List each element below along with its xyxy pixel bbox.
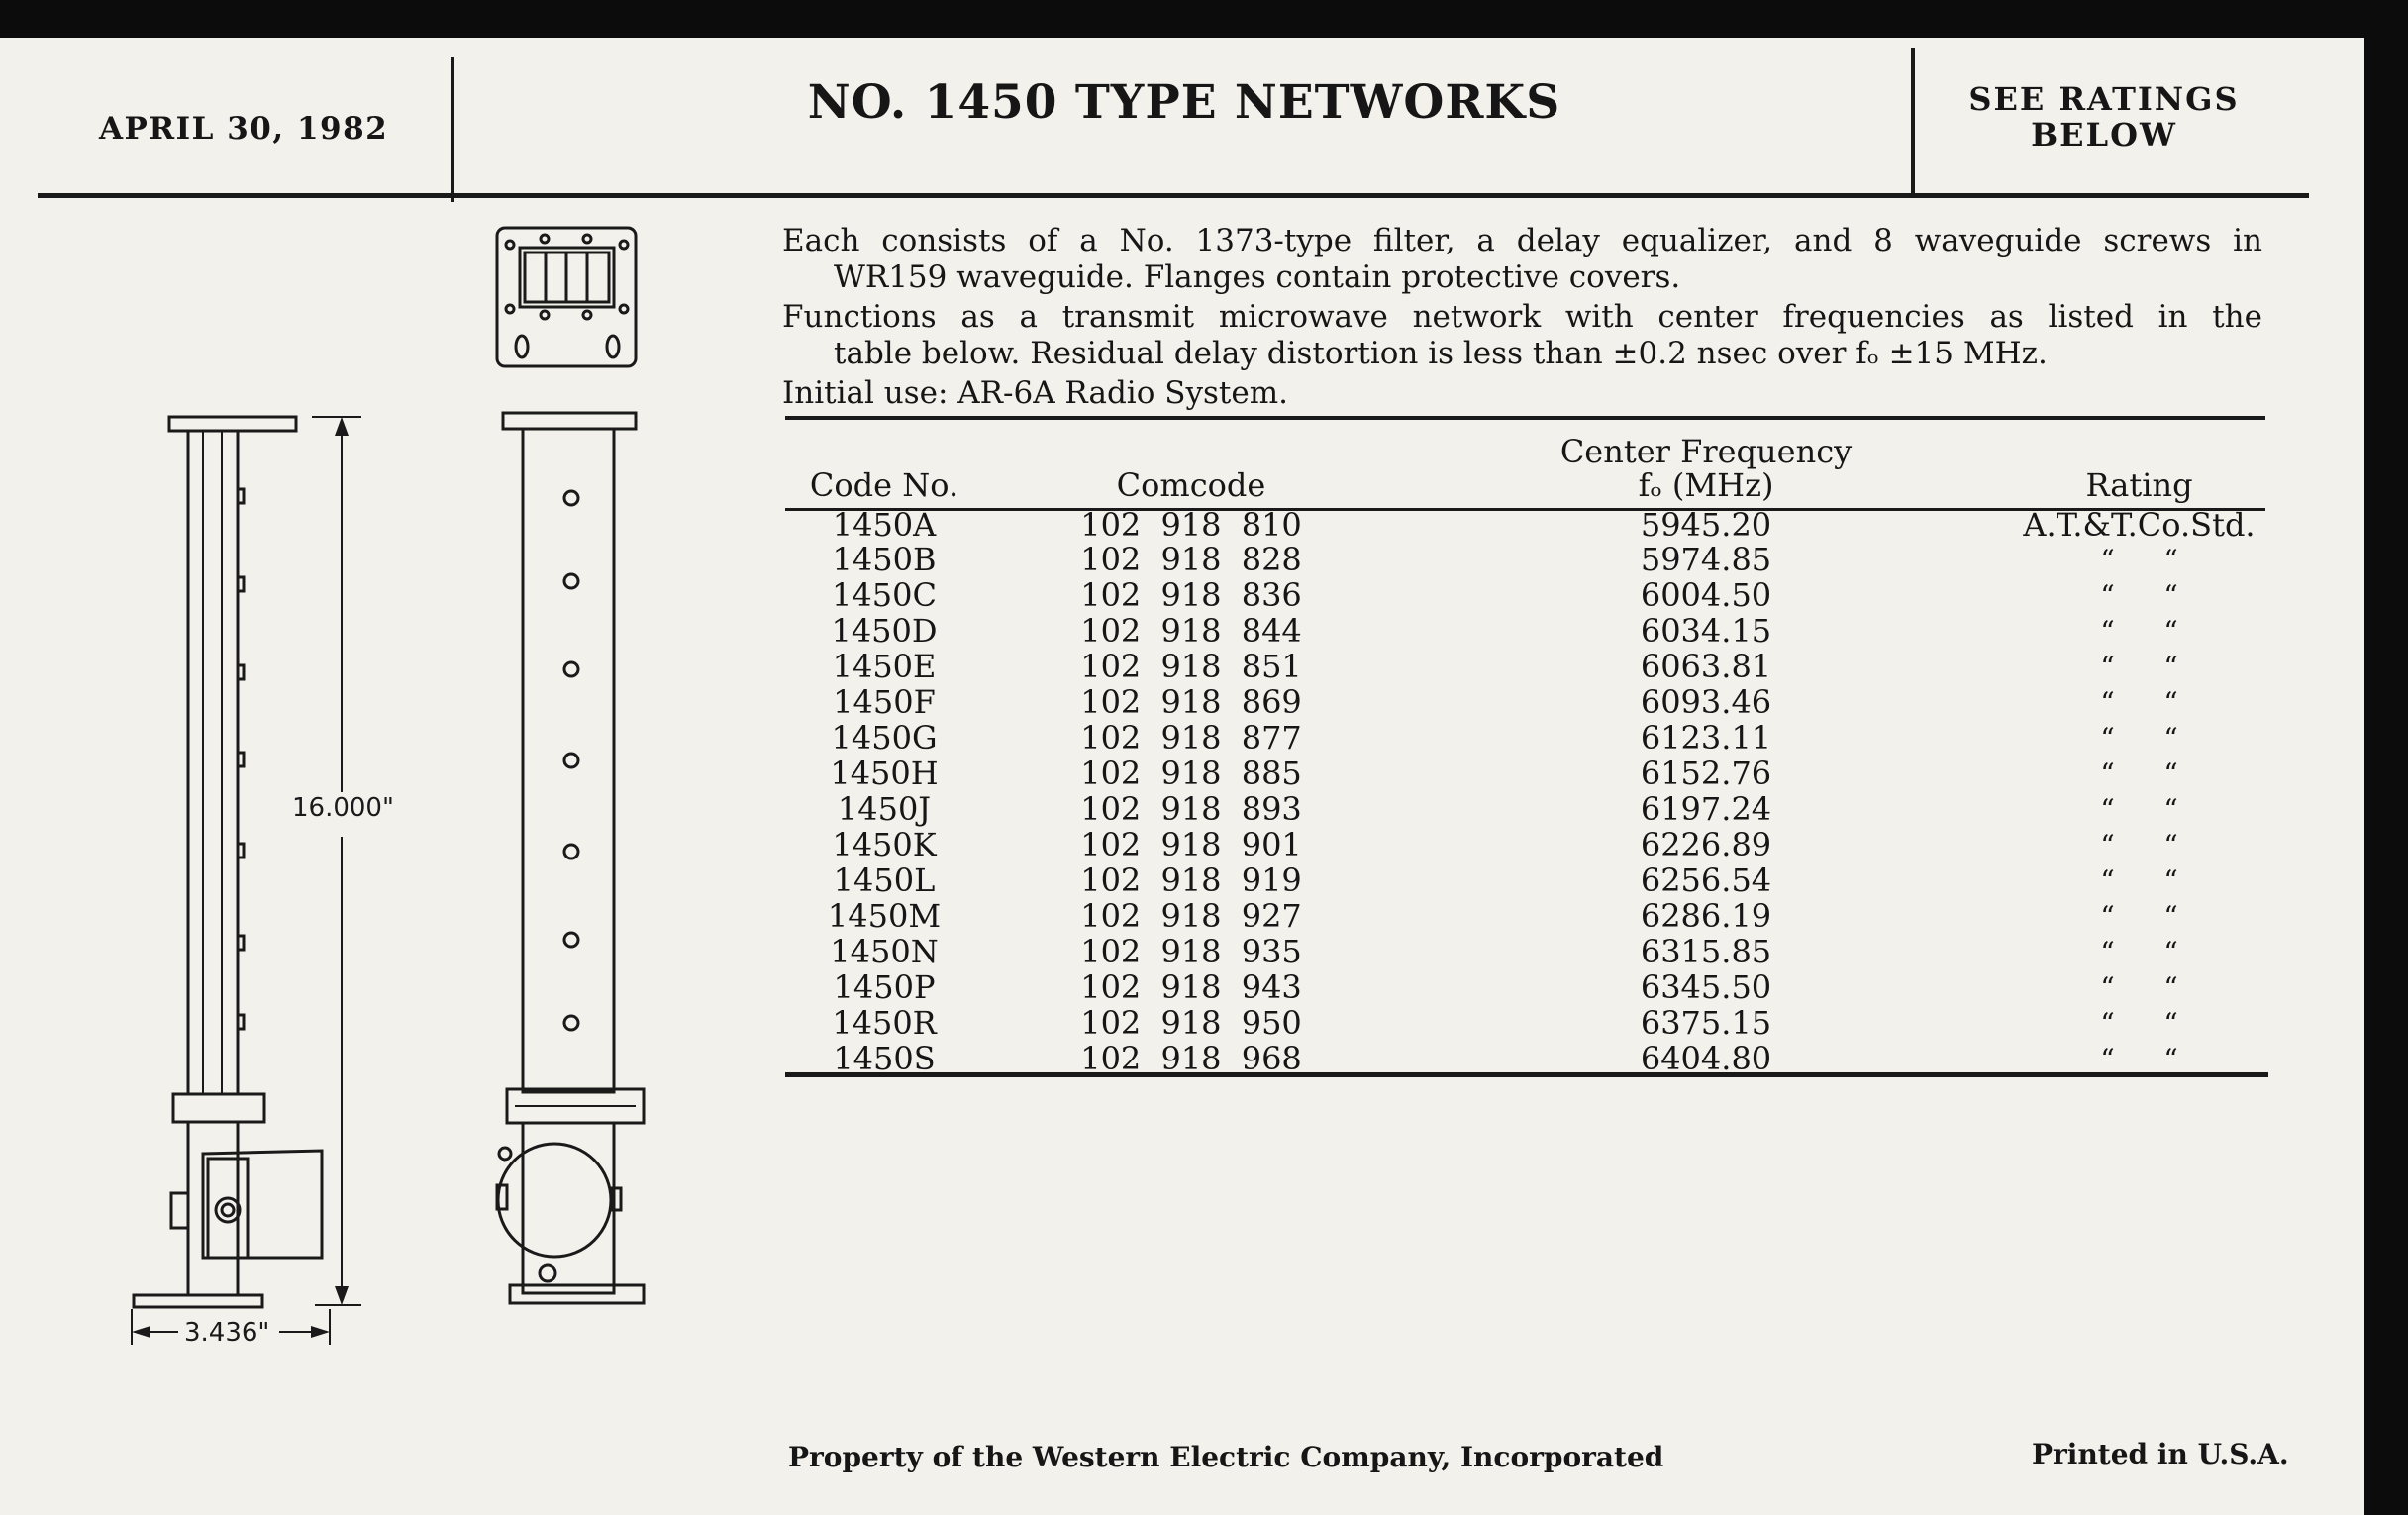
header-comcode: Comcode	[1116, 466, 1266, 504]
front-screw	[564, 574, 578, 588]
cell-comcode: 102 918 869	[1080, 683, 1302, 721]
footer-printed-in: Printed in U.S.A.	[2032, 1438, 2289, 1470]
cell-comcode: 102 918 828	[1080, 541, 1302, 578]
front-view	[497, 228, 644, 1303]
cell-code: 1450F	[833, 683, 936, 721]
cell-code: 1450B	[832, 541, 937, 578]
cell-comcode: 102 918 851	[1080, 648, 1302, 685]
cell-comcode: 102 918 927	[1080, 897, 1302, 935]
header-freq-line1: Center Frequency	[1559, 433, 1853, 470]
cell-code: 1450N	[830, 933, 939, 970]
side-waveguide-body	[188, 431, 238, 1094]
cell-code: 1450A	[832, 506, 937, 544]
side-screw	[238, 489, 244, 503]
see-ratings-line2: BELOW	[2031, 116, 2177, 153]
cell-frequency: 6404.80	[1640, 1040, 1772, 1077]
cell-frequency: 5974.85	[1640, 541, 1772, 578]
cell-comcode: 102 918 943	[1080, 968, 1302, 1006]
description-p1-line2: WR159 waveguide. Flanges contain protective covers.	[834, 259, 1681, 295]
header-code: Code No.	[809, 466, 959, 504]
cell-frequency: 6152.76	[1640, 755, 1772, 792]
front-screw	[564, 754, 578, 767]
ditto-mark: “ “	[2100, 544, 2178, 576]
cell-code: 1450M	[827, 897, 942, 935]
ditto-mark: “ “	[2100, 864, 2178, 897]
ditto-mark: “ “	[2100, 971, 2178, 1004]
side-view	[134, 417, 322, 1307]
ditto-mark: “ “	[2100, 1043, 2178, 1075]
side-equalizer-housing	[203, 1151, 322, 1258]
side-top-flange	[169, 417, 296, 431]
side-equalizer-nut	[216, 1198, 240, 1222]
cell-comcode: 102 918 810	[1080, 506, 1302, 544]
cell-code: 1450L	[833, 861, 936, 899]
cell-rating: A.T.&T.Co.Std.	[2023, 506, 2256, 544]
cell-frequency: 6256.54	[1640, 861, 1772, 899]
cell-comcode: 102 918 893	[1080, 790, 1302, 828]
cell-comcode: 102 918 901	[1080, 826, 1302, 863]
cell-frequency: 6226.89	[1640, 826, 1772, 863]
cell-frequency: 6063.81	[1640, 648, 1772, 685]
cell-code: 1450G	[831, 719, 938, 757]
front-screw	[564, 845, 578, 858]
header-freq-line2: fₒ (MHz)	[1638, 466, 1774, 504]
cell-code: 1450R	[832, 1004, 937, 1042]
ditto-mark: “ “	[2100, 1007, 2178, 1040]
cell-frequency: 5945.20	[1640, 506, 1772, 544]
cell-code: 1450P	[833, 968, 936, 1006]
width-dimension-label: 3.436"	[184, 1318, 270, 1348]
cell-frequency: 6375.15	[1640, 1004, 1772, 1042]
cell-comcode: 102 918 885	[1080, 755, 1302, 792]
cell-frequency: 6315.85	[1640, 933, 1772, 970]
ditto-mark: “ “	[2100, 686, 2178, 719]
page-title: NO. 1450 TYPE NETWORKS	[807, 75, 1561, 130]
height-dimension	[312, 417, 361, 1305]
cell-code: 1450S	[833, 1040, 936, 1077]
ditto-mark: “ “	[2100, 758, 2178, 790]
cell-code: 1450E	[832, 648, 937, 685]
side-screw	[238, 844, 244, 858]
front-waveguide-body	[523, 429, 614, 1092]
cell-comcode: 102 918 935	[1080, 933, 1302, 970]
side-screw	[238, 577, 244, 591]
ditto-mark: “ “	[2100, 579, 2178, 612]
cell-code: 1450H	[830, 755, 939, 792]
cell-comcode: 102 918 877	[1080, 719, 1302, 757]
description-p3: Initial use: AR-6A Radio System.	[782, 375, 1288, 411]
front-top-flange	[503, 413, 636, 429]
cell-comcode: 102 918 968	[1080, 1040, 1302, 1077]
delay-equalizer-can	[498, 1144, 611, 1257]
front-screw	[564, 1016, 578, 1030]
ditto-mark: “ “	[2100, 936, 2178, 968]
cell-frequency: 6197.24	[1640, 790, 1772, 828]
ditto-mark: “ “	[2100, 900, 2178, 933]
description-p1-line1: Each consists of a No. 1373-type filter, a delay equalizer, and 8 waveguide screws in	[782, 223, 2262, 258]
cell-frequency: 6123.11	[1640, 719, 1772, 757]
cell-frequency: 6004.50	[1640, 576, 1772, 614]
ditto-mark: “ “	[2100, 829, 2178, 861]
cell-frequency: 6345.50	[1640, 968, 1772, 1006]
cell-code: 1450C	[832, 576, 937, 614]
ditto-mark: “ “	[2100, 793, 2178, 826]
cell-comcode: 102 918 844	[1080, 612, 1302, 650]
side-screw	[238, 1015, 244, 1029]
side-screw	[238, 936, 244, 950]
cell-comcode: 102 918 950	[1080, 1004, 1302, 1042]
cell-frequency: 6034.15	[1640, 612, 1772, 650]
cell-code: 1450J	[837, 790, 932, 828]
side-mid-flange	[173, 1094, 264, 1122]
cell-comcode: 102 918 836	[1080, 576, 1302, 614]
date-label: APRIL 30, 1982	[99, 111, 389, 147]
see-ratings-line1: SEE RATINGS	[1968, 80, 2240, 118]
cell-frequency: 6093.46	[1640, 683, 1772, 721]
height-dimension-label: 16.000"	[292, 793, 394, 823]
side-screw	[238, 753, 244, 766]
side-screw	[238, 665, 244, 679]
footer-property-notice: Property of the Western Electric Company, Incorporated	[788, 1441, 1664, 1473]
description-p2-line2: table below. Residual delay distortion is less than ±0.2 nsec over fₒ ±15 MHz.	[834, 336, 2048, 371]
cell-comcode: 102 918 919	[1080, 861, 1302, 899]
description-p2-line1: Functions as a transmit microwave network with center frequencies as listed in the	[782, 299, 2262, 335]
cell-frequency: 6286.19	[1640, 897, 1772, 935]
front-screw	[564, 491, 578, 505]
cell-code: 1450K	[832, 826, 937, 863]
ditto-mark: “ “	[2100, 615, 2178, 648]
side-bottom-flange	[134, 1295, 262, 1307]
header-rating: Rating	[2085, 466, 2193, 504]
front-screw	[564, 933, 578, 947]
ditto-mark: “ “	[2100, 722, 2178, 755]
ditto-mark: “ “	[2100, 651, 2178, 683]
front-screw	[564, 662, 578, 676]
cell-code: 1450D	[831, 612, 938, 650]
